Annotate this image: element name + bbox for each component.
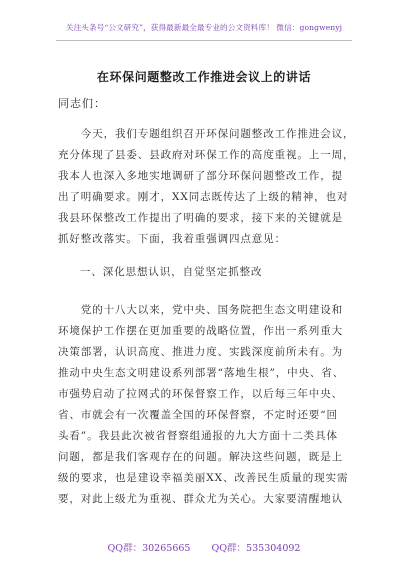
- paragraph-line: 我县环保整改工作提出了明确的要求，接下来的关键就是: [58, 212, 343, 224]
- document-title: 在环保问题整改工作推进会议上的讲话: [96, 70, 312, 84]
- paragraph-line: 推动中央生态文明建设系列部署“落地生根”，中央、省、: [58, 367, 345, 379]
- paragraph-line: 我本人也深入多地实地调研了部分环保问题整改工作，提: [58, 170, 343, 182]
- paragraph-line: 党的十八大以来，党中央、国务院把生态文明建设和: [58, 304, 343, 316]
- paragraph-line: 问题，都是我们客观存在的问题。解决这些问题，既是上: [58, 451, 343, 463]
- footer-qq-group-2: QQ群：535304092: [211, 543, 301, 554]
- paragraph-line: 级的要求，也是建设幸福美丽XX、改善民生质量的现实需: [58, 472, 349, 484]
- paragraph-line: 要，对此上级尤为重视、群众尤为关心。大家要清醒地认: [58, 493, 343, 505]
- paragraph-line: 环境保护工作摆在更加重要的战略位置，作出一系列重大: [58, 325, 343, 337]
- paragraph-2: [58, 300, 348, 510]
- header-promo-note: 关注头条号“公文研究”，获得最新最全最专业的公文资料库！ 微信：gongwenyj: [65, 23, 343, 32]
- section-heading-1: 一、深化思想认识，自觉坚定抓整改: [80, 266, 263, 278]
- salutation: 同志们：: [58, 97, 106, 110]
- paragraph-line: 决策部署，认识高度、推进力度、实践深度前所未有。为: [58, 346, 343, 358]
- header-divider: [56, 40, 352, 41]
- paragraph-line: 充分体现了县委、县政府对环保工作的高度重视。上一周，: [58, 149, 355, 161]
- paragraph-line: 头看”。我县此次被省督察组通报的九大方面十二类具体: [58, 430, 338, 442]
- paragraph-1: [58, 124, 355, 250]
- paragraph-line: 今天，我们专题组织召开环保问题整改工作推进会议，: [58, 128, 355, 140]
- footer-qq-group-1: QQ群：30265665: [107, 543, 191, 554]
- paragraph-line: 省、市就会有一次覆盖全国的环保督察，不定时还要“回: [58, 409, 338, 421]
- footer-contacts: [0, 540, 408, 554]
- paragraph-line: 抓好整改落实。下面，我着重强调四点意见：: [58, 233, 286, 245]
- paragraph-line: 市强势启动了拉网式的环保督察工作，以后每三年中央、: [58, 388, 343, 400]
- paragraph-line: 出了明确要求。刚才，XX同志既传达了上级的精神，也对: [58, 191, 349, 203]
